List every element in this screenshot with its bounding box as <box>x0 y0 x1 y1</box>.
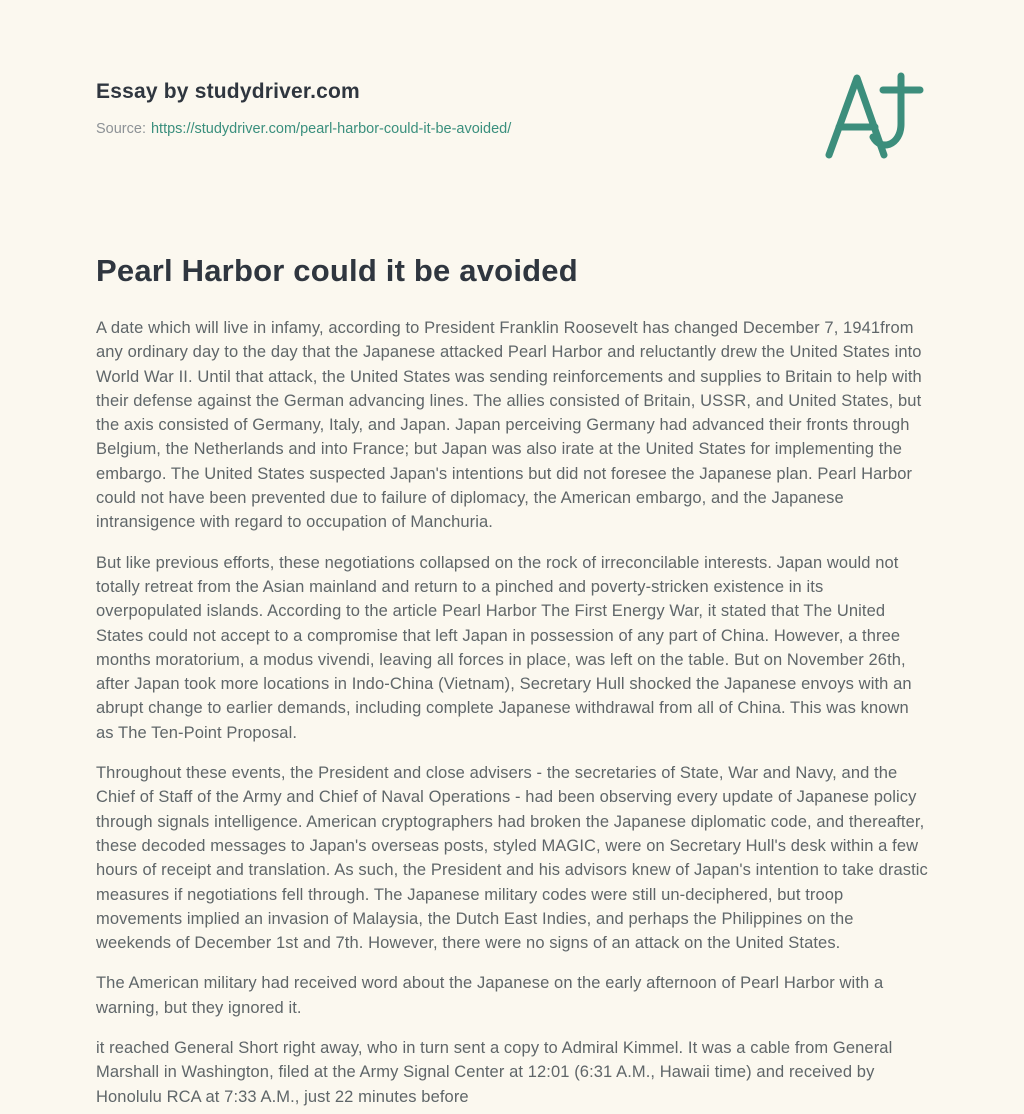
source-label: Source: <box>96 121 146 137</box>
essay-paragraph-4: The American military had received word about the Japanese on the early afternoon of Pearl Harbor with a warning, but they ignored it. <box>96 974 884 1017</box>
essay-paragraph-2: But like previous efforts, these negotiations collapsed on the rock of irreconcilable interests. Japan would not totally retreat from the Asian mainland and return to a pinched and poverty-stricken existence in its overpopulated islands. According to the article Pearl Harbor The First Energy War, it stated that The United States could not accept to a compromise that left Japan in possession of any part of China. However, a three months moratorium, a modus vivendi, leaving all forces in place, was left on the table. But on November 26th, after Japan took more locations in Indo-China (Vietnam), Secretary Hull shocked the Japanese envoys with an abrupt change to earlier demands, including complete Japanese withdrawal from all of China. This was known as The Ten-Point Proposal. <box>96 553 912 742</box>
essay-paragraph-3: Throughout these events, the President and close advisers - the secretaries of State, War and Navy, and the Chief of Staff of the Army and Chief of Naval Operations - had been observing every update of Japanese policy through signals intelligence. American cryptographers had broken the Japanese diplomatic code, and thereafter, these decoded messages to Japan's overseas posts, styled MAGIC, were on Secretary Hull's desk within a few hours of receipt and translation. As such, the President and his advisors knew of Japan's intention to take drastic measures if negotiations fell through. The Japanese military codes were still un-deciphered, but troop movements implied an invasion of Malaysia, the Dutch East Indies, and perhaps the Philippines on the weekends of December 1st and 7th. However, there were no signs of an attack on the United States. <box>96 764 928 953</box>
essay-paragraph-1: A date which will live in infamy, according to President Franklin Roosevelt has changed December 7, 1941from any ordinary day to the day that the Japanese attacked Pearl Harbor and reluctantly drew the United States into World War II. Until that attack, the United States was sending reinforcements and supplies to Britain to help with their defense against the German advancing lines. The allies consisted of Britain, USSR, and United States, but the axis consisted of Germany, Italy, and Japan. Japan perceiving Germany had advanced their fronts through Belgium, the Netherlands and into France; but Japan was also irate at the United States for implementing the embargo. The United States suspected Japan's intentions but did not foresee the Japanese plan. Pearl Harbor could not have been prevented due to failure of diplomacy, the American embargo, and the Japanese intransigence with regard to occupation of Manchuria. <box>96 319 922 532</box>
byline: Essay by studydriver.com <box>96 80 360 103</box>
essay-body <box>96 316 928 1109</box>
document-header <box>96 80 928 137</box>
source-line <box>96 121 928 137</box>
essay-title: Pearl Harbor could it be avoided <box>96 253 578 288</box>
studydriver-logo-icon <box>822 68 928 162</box>
essay-paragraph-5: it reached General Short right away, who in turn sent a copy to Admiral Kimmel. It was a cable from General Marshall in Washington, filed at the Army Signal Center at 12:01 (6:31 A.M., Hawaii time) and received by Honolulu RCA at 7:33 A.M., just 22 minutes before <box>96 1039 893 1106</box>
source-url-link[interactable]: https://studydriver.com/pearl-harbor-could-it-be-avoided/ <box>150 121 512 137</box>
